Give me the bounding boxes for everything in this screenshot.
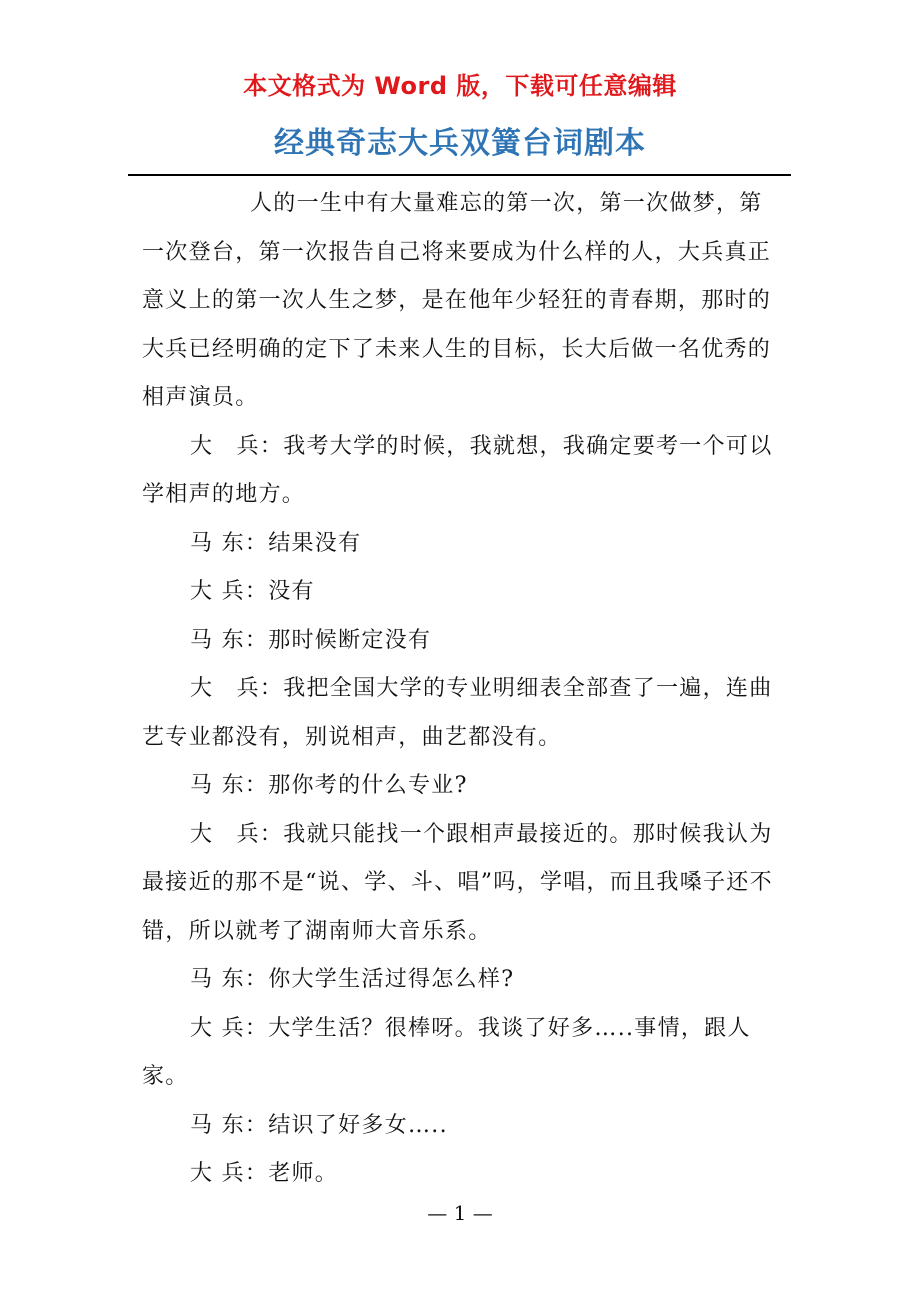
intro-paragraph: 人的一生中有大量难忘的第一次，第一次做梦，第一次登台，第一次报告自己将来要成为什么样的人，大兵真正意义上的第一次人生之梦，是在他年少轻狂的青春期，那时的大兵已经明确的定下了未来人生的目标，长大后做一名优秀的相声演员。 <box>142 191 772 410</box>
title-divider <box>128 174 791 176</box>
dialogue-line: 大 兵：我就只能找一个跟相声最接近的。那时候我认为最接近的那不是“说、学、斗、唱”吗，学唱，而且我嗓子还不错，所以就考了湖南师大音乐系。 <box>142 821 773 944</box>
dialogue-line: 大 兵：没有 <box>190 579 315 604</box>
dialogue-line: 大 兵：我把全国大学的专业明细表全部查了一遍，连曲艺专业都没有，别说相声，曲艺都没有。 <box>142 676 773 750</box>
dialogue-line: 马 东：结果没有 <box>190 530 362 556</box>
page-number: — 1 — <box>427 1201 493 1225</box>
dialogue-line: 马 东：那你考的什么专业? <box>190 773 468 798</box>
dialogue-line: 马 东：结识了好多女….. <box>190 1112 448 1138</box>
dialogue-line: 马 东：你大学生活过得怎么样? <box>190 967 515 992</box>
dialogue-line: 大 兵：我考大学的时候，我就想，我确定要考一个可以学相声的地方。 <box>142 433 773 507</box>
dialogue-line: 马 东：那时候断定没有 <box>190 627 432 653</box>
format-notice: 本文格式为 Word 版，下载可任意编辑 <box>243 72 677 100</box>
dialogue-line: 大 兵：大学生活？很棒呀。我谈了好多…..事情，跟人家。 <box>142 1015 751 1089</box>
document-title: 经典奇志大兵双簧台词剧本 <box>274 126 646 161</box>
document-body <box>142 180 782 1199</box>
dialogue-line: 大 兵：老师。 <box>190 1161 339 1186</box>
